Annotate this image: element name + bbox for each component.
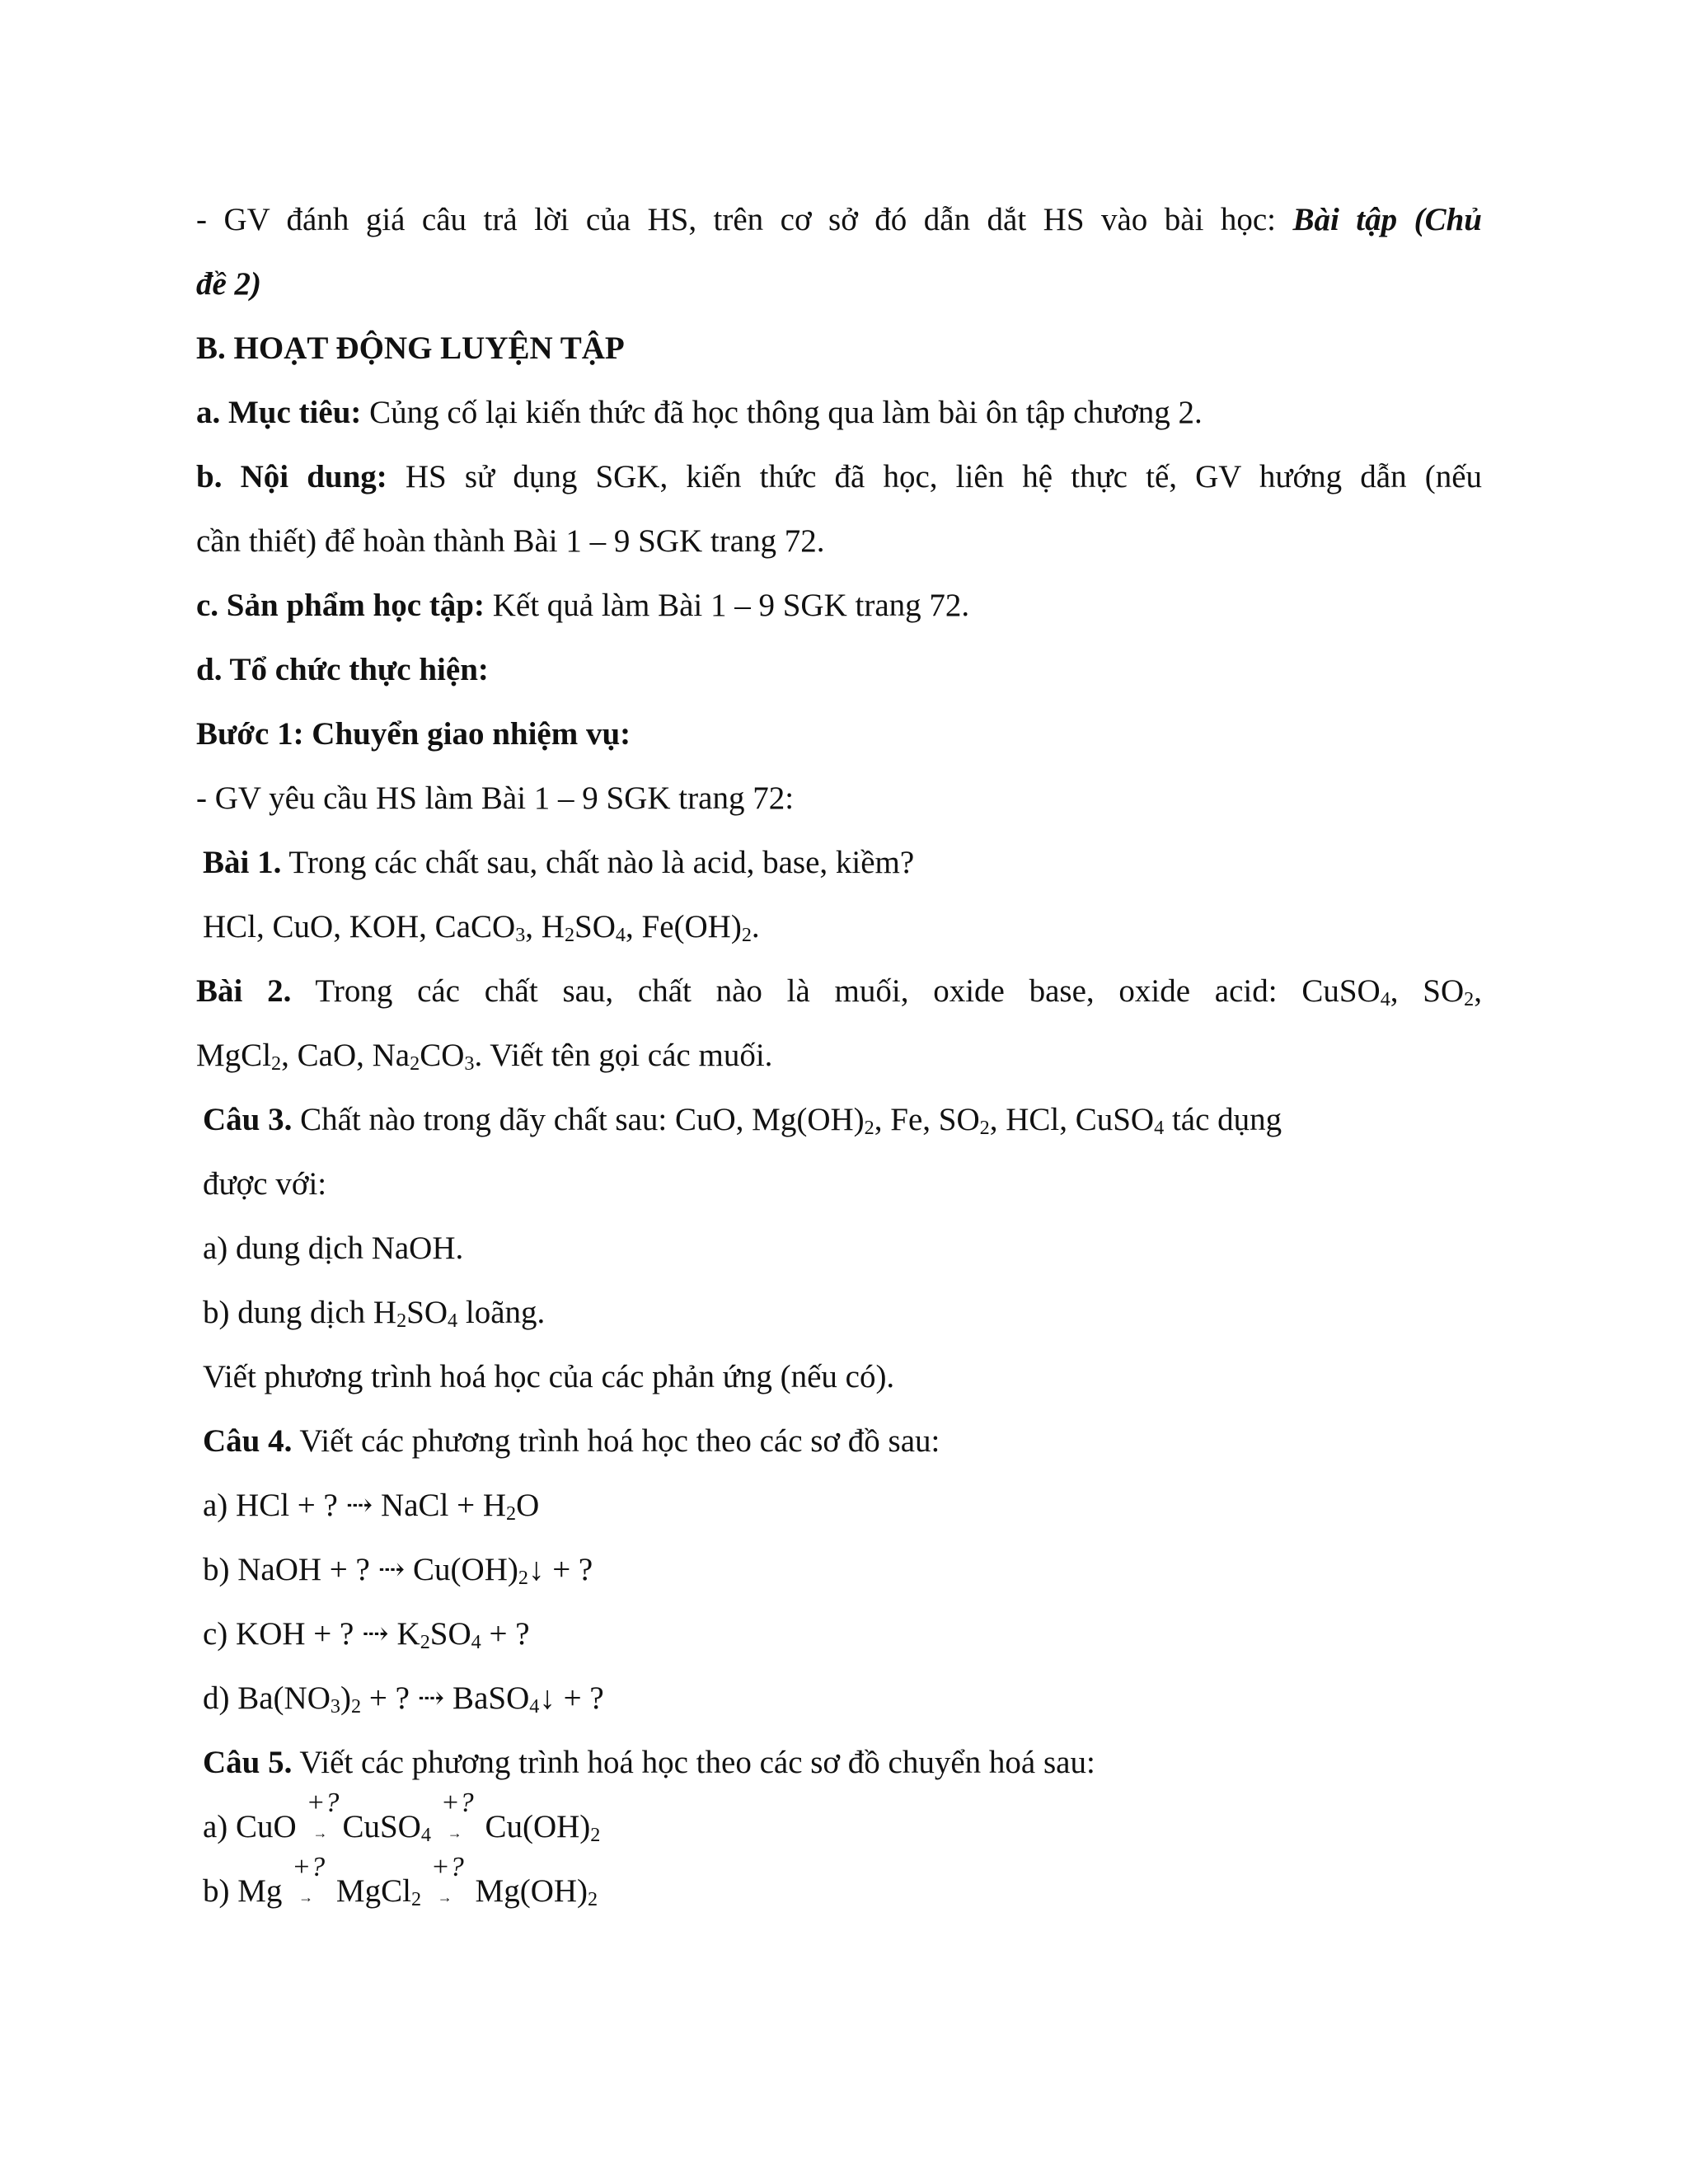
exercise-1: Bài 1. Trong các chất sau, chất nào là acid, base, kiềm? [203,845,915,880]
question-5: Câu 5. Viết các phương trình hoá học theo các sơ đồ chuyển hoá sau: [203,1745,1095,1780]
conversion-arrow: +? → [430,1852,464,1905]
exercise-2-cont: MgCl$_2$, CaO, $Na_2CO_3$. Viết tên gọi các muối. [196,1038,773,1075]
conversion-arrow: +? → [292,1852,326,1905]
question-4-b: b) NaOH + ? ⇢ $Cu(OH)_2↓$ + ? [203,1552,593,1589]
product-text: Kết quả làm Bài 1 – 9 SGK trang 72. [484,588,970,623]
content-line-2: cần thiết) để hoàn thành Bài 1 – 9 SGK trang 72. [196,523,825,559]
content-label: b. Nội dung: [196,459,387,494]
question-3-b: b) dung dịch $H_2SO_4$ loãng. [203,1295,546,1332]
objective-line [196,381,1482,445]
conversion-arrow: +? → [440,1788,474,1841]
question-3-cont: được với: [203,1166,327,1202]
product-line [196,574,1482,638]
section-b-title: B. HOẠT ĐỘNG LUYỆN TẬP [196,330,625,366]
content-text: HS sử dụng SGK, kiến thức đã học, liên hệ thực tế, GV hướng dẫn (nếu [387,459,1483,494]
document-body [196,188,1482,1924]
product-label: c. Sản phẩm học tập: [196,588,485,623]
organization-line: d. Tổ chức thực hiện: [196,652,489,687]
question-3-a: a) dung dịch NaOH. [203,1230,464,1266]
objective-text: Củng cố lại kiến thức đã học thông qua làm bài ôn tập chương 2. [361,395,1203,430]
question-3: Câu 3. Chất nào trong dãy chất sau: CuO, $Mg(OH)_2$, Fe, $SO_2$, HCl, CuSO$_4$ tác dụng [203,1102,1282,1139]
intro-line-1 [196,188,1482,252]
lesson-title-emphasis: Bài tập (Chủ [1292,202,1482,237]
question-4-c: c) KOH + ? ⇢ $K_2SO_4$ + ? [203,1616,530,1653]
intro-line-2 [196,252,1482,316]
question-5-label: Câu 5. [203,1745,293,1780]
question-4-label: Câu 4. [203,1423,293,1459]
lesson-title-emphasis-cont: đề 2) [196,266,262,302]
question-4: Câu 4. Viết các phương trình hoá học theo các sơ đồ sau: [203,1423,940,1459]
intro-text: - GV đánh giá câu trả lời của HS, trên cơ sở đó dẫn dắt HS vào bài học: [196,202,1293,237]
exercise-2: Bài 2. Trong các chất sau, chất nào là muối, oxide base, oxide acid: CuSO$_4$, $SO_2$, [196,973,1482,1010]
content-line-1 [196,445,1482,509]
step-1-heading: Bước 1: Chuyển giao nhiệm vụ: [196,716,631,752]
question-5-a: a) CuO +? → CuSO$_4$ +? → $Cu(OH)_2$ [203,1788,601,1846]
question-3-label: Câu 3. [203,1102,293,1137]
exercise-1-label: Bài 1. [203,845,282,880]
exercise-2-label: Bài 2. [196,973,292,1009]
question-4-a: a) HCl + ? ⇢ NaCl + $H_2O$ [203,1488,540,1525]
question-4-d: d) $Ba(NO_3)_2$ + ? ⇢ BaSO$_4$↓ + ? [203,1680,604,1718]
objective-label: a. Mục tiêu: [196,395,362,430]
question-5-b: b) Mg +? → MgCl$_2$ +? → $Mg(OH)_2$ [203,1852,598,1910]
question-3-note: Viết phương trình hoá học của các phản ứng (nếu có). [203,1359,895,1394]
conversion-arrow: +? → [306,1788,340,1841]
assignment-line: - GV yêu cầu HS làm Bài 1 – 9 SGK trang 72: [196,780,795,816]
exercise-1-formulas: HCl, CuO, KOH, CaCO$_3$, $H_2SO_4$, $Fe(OH)_2$. [203,909,760,946]
